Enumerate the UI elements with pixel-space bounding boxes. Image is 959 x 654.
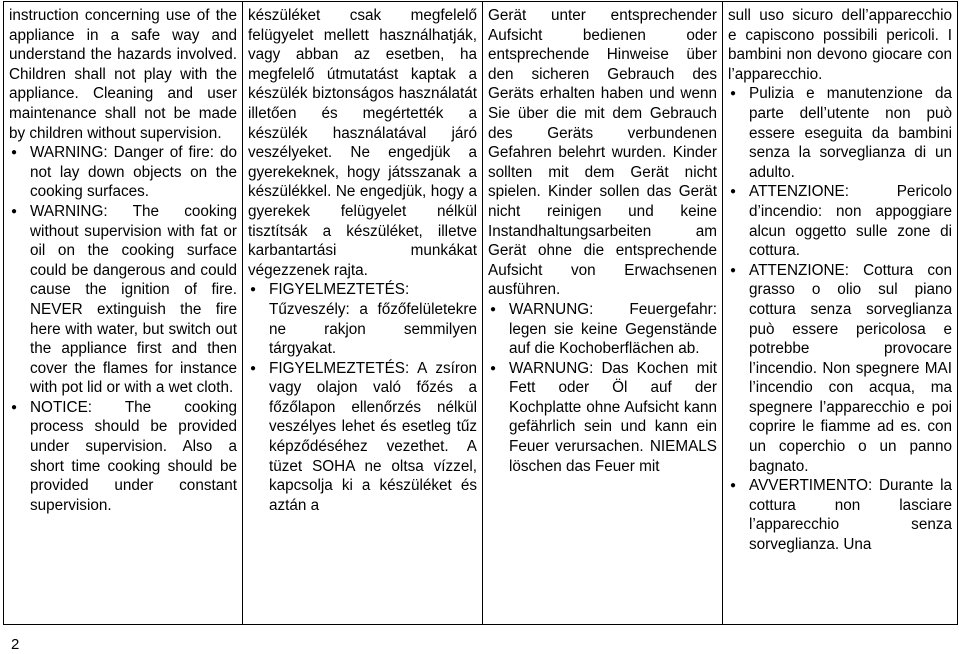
bullet-icon: ● [730,480,737,492]
bullet-icon: ● [730,264,737,276]
bullet-icon: ● [490,303,497,315]
column-italian [723,2,958,625]
multilingual-safety-table [3,1,958,625]
bullet-icon: ● [730,88,737,100]
column-english [4,2,243,625]
list-item: ● WARNUNG: Das Kochen mit Fett oder Öl auf der Kochplatte ohne Aufsicht kann gefährlich sein und kann ein Feuer verursachen. NIEMALS löschen das Feuer mit [490,359,717,475]
paragraph-lead: sull uso sicuro dell’apparecchio e capiscono possibili pericoli. I bambini non devono giocare con l’apparecchio. [728,7,952,83]
list-item: ● NOTICE: The cooking process should be provided under supervision. Also a short time cooking should be provided under constant supervision. [11,398,237,514]
bullet-icon: ● [11,147,18,159]
list-item: ● ATTENZIONE: Pericolo d’incendio: non appoggiare alcun oggetto sulle zone di cottura. [730,183,952,260]
list-item: ● AVVERTIMENTO: Durante la cottura non lasciare l’apparecchio senza sorveglianza. Una [730,477,952,554]
column-hungarian [243,2,483,625]
paragraph-lead: Gerät unter entsprechender Aufsicht bedienen oder entsprechende Hinweise über den sicheren Gebrauch des Geräts erhalten haben und wenn Sie über die mit dem Gebrauch des Geräts verbundenen Gefahren belehrt wurden. Kinder sollten mit dem Gerät nicht spielen. Kinder sollen das Gerät nicht reinigen und keine Instandhaltungsarbeiten am Gerät ohne die entsprechende Aufsicht von Erwachsenen ausführen. [488,7,717,299]
bullet-icon: ● [11,205,18,217]
list-item: ● FIGYELMEZTETÉS: A zsíron vagy olajon való főzés a főzőlapon ellenőrzés nélkül veszélyes lehet és esetleg tűz képződéséhez vezethet. A tüzet SOHA ne oltsa vízzel, kapcsolja ki a készüléket és aztán a [250,359,477,514]
bullet-icon: ● [250,362,257,374]
bullet-icon: ● [730,186,737,198]
list-item: ● FIGYELMEZTETÉS: Tűzveszély: a főzőfelületekre ne rakjon semmilyen tárgyakat. [250,281,477,358]
paragraph-lead: instruction concerning use of the appliance in a safe way and understand the hazards involved. Children shall not play with the appliance. Cleaning and user maintenance shall not be made by children without supervision. [9,7,237,142]
bullet-icon: ● [11,401,18,413]
bullet-icon: ● [490,362,497,374]
page-number: 2 [11,636,20,653]
column-german [483,2,723,625]
list-item: ● WARNING: Danger of fire: do not lay down objects on the cooking surfaces. [11,144,237,201]
list-item: ● Pulizia e manutenzione da parte dell’utente non può essere eseguita da bambini senza la sorveglianza di un adulto. [730,85,952,181]
list-item: ● WARNING: The cooking without supervision with fat or oil on the cooking surface could be dangerous and could cause the ignition of fire. NEVER extinguish the fire here with water, but switch out the appliance first and then cover the flames for instance with pot lid or with a wet cloth. [11,202,237,397]
paragraph-lead: készüléket csak megfelelő felügyelet mellett használhatják, vagy abban az esetben, ha megfelelő útmutatást kaptak a készülék biztonságos használatát illetően és megértették a készülék használatával járó veszélyeket. Ne engedjük a gyerekeknek, hogy játsszanak a készülékkel. Ne engedjük, hogy a gyerekek felügyelet nélkül tisztítsák a készüléket, illetve karbantartási munkákat végezzenek rajta. [248,7,477,279]
bullet-icon: ● [250,284,257,296]
list-item: ● WARNUNG: Feuergefahr: legen sie keine Gegenstände auf die Kochoberflächen ab. [490,300,717,358]
list-item: ● ATTENZIONE: Cottura con grasso o olio sul piano cottura senza sorveglianza può essere pericolosa e potrebbe provocare l’incendio. Non spegnere MAI l’incendio con acqua, ma spegnere l’apparecchio e poi coprire le fiamme ad es. con un coperchio o un panno bagnato. [730,261,952,475]
